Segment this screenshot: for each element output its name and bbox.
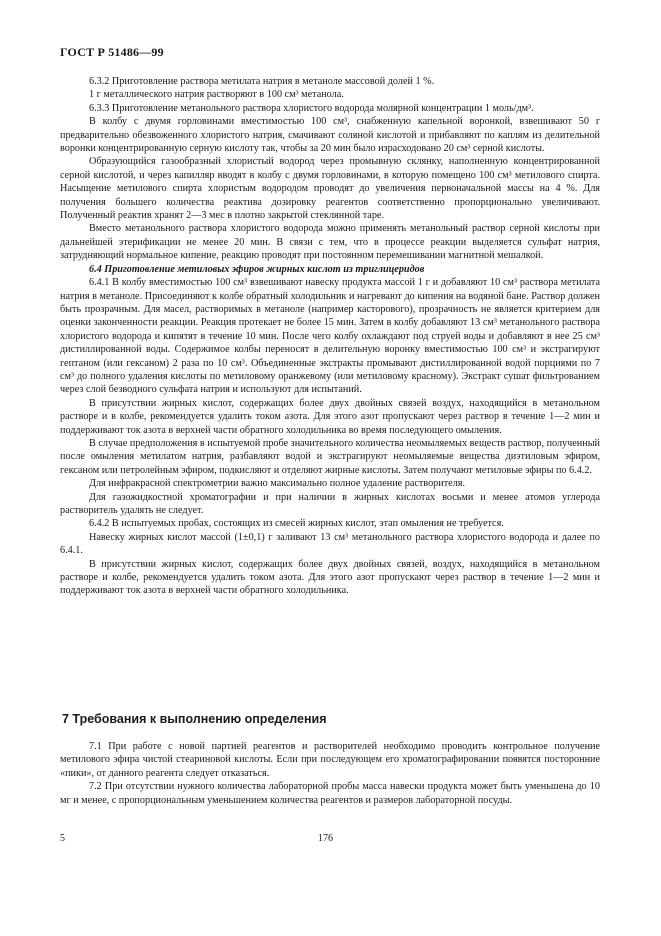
page-number-left: 5: [60, 833, 65, 844]
paragraph: 6.3.2 Приготовление раствора метилата натрия в метаноле массовой долей 1 %.: [89, 76, 435, 87]
paragraph: В случае предположения в испытуемой пробе значительного количества неомыляемых веществ раствор, полученный после омыления метилатом натрия, разбавляют водой и экстрагируют неомыляемые вещества диэтиловым эфиром, гексаном или петролейным эфиром, подкисляют и отделяют жирные кислоты. Затем получают метиловые эфиры по 6.4.2.: [60, 437, 600, 476]
paragraph: Вместо метанольного раствора хлористого водорода можно применять метанольный раствор серной кислоты при дальнейшей этерификации не менее 20 мин. В связи с тем, что в процессе реакции выделяется сульфат натрия, затрудняющий нормальное кипение, реакцию проводят при постоянном перемешивании магнитной мешалкой.: [60, 223, 600, 262]
paragraph: 6.4.1 В колбу вместимостью 100 см³ взвешивают навеску продукта массой 1 г и добавляют 10 см³ раствора метилата натрия в метаноле. Присоединяют к колбе обратный холодильник и нагревают до кипения на водяной бане. Раствор должен быть прозрачным. Для масел, растворимых в метаноле (например касторового), прозрачность не является критерием для оценки законченности реакции. Реакция протекает не более 15 мин. Затем в колбу добавляют 13 см³ метанольного раствора хлористого водорода и кипятят в течение 10 мин. После чего колбу охлаждают под струей воды и добавляют в нее 25 см³ дистиллированной воды. Содержимое колбы переносят в делительную воронку вместимостью 100 см³ и экстрагируют гептаном (или гексаном) 2 раза по 10 см³. Объединенные экстракты промывают дистиллированной водой порциями по 7 см³ до полного удаления кислоты по метиловому оранжевому (или метиловому красному). Экстракт сушат фильтрованием через слой безводного сульфата натрия и используют для испытаний.: [60, 277, 600, 396]
paragraph: 6.4.2 В испытуемых пробах, состоящих из смесей жирных кислот, этап омыления не требуется.: [89, 518, 504, 530]
paragraph: 7.2 При отсутствии нужного количества лабораторной пробы масса навески продукта может быть уменьшена до 10 мг и менее, с пропорциональным уменьшением количества реагентов и размеров лабораторной посуды.: [60, 781, 600, 806]
paragraph: Образующийся газообразный хлористый водород через промывную склянку, наполненную концентрированной серной кислотой, и через капилляр вводят в колбу с двумя горловинами, в которую помещено 100 см³ метилового спирта. Насыщение метилового спирта хлористым водородом проводят до увеличения первоначальной массы на 4 %. Для получения большего количества реактива дозировку реагентов соответственно пропорционально увеличивают. Полученный реактив хранят 2—3 мес в плотно закрытой стеклянной таре.: [60, 156, 600, 222]
paragraph: 1 г металлического натрия растворяют в 100 см³ метанола.: [89, 89, 344, 101]
paragraph: Навеску жирных кислот массой (1±0,1) г заливают 13 см³ метанольного раствора хлористого водорода и далее по 6.4.1.: [60, 531, 600, 557]
paragraph: В присутствии жирных кислот, содержащих более двух двойных связей, воздух, находящийся в метанольном растворе и колбе, рекомендуется удалить током азота. Для этого азот пропускают через раствор в течение 1—2 мин и поддерживают ток азота в верхней части обратного холодильника.: [60, 558, 600, 597]
page-number-center: 176: [318, 833, 333, 844]
paragraph: Для газожидкостной хроматографии и при наличии в жирных кислотах восьми и менее атомов углерода растворитель удалять не следует.: [60, 491, 600, 516]
paragraph: 7.1 При работе с новой партией реагентов и растворителей необходимо проводить контрольное получение метилового эфира чистой стеариновой кислоты. Если при последующем его хроматографировании появятся посторонние «пики», от данного реагента следует отказаться.: [60, 741, 600, 779]
paragraph: В присутствии жирных кислот, содержащих более двух двойных связей воздух, находящийся в метанольном растворе и в колбе, рекомендуется удалить током азота. Для этого азот пропускают через раствор в течение 1—2 мин и поддерживают ток азота в верхней части обратного холодильника во время последующего омыления.: [60, 397, 600, 436]
document-header: ГОСТ Р 51486—99: [60, 45, 164, 59]
paragraph: 6.3.3 Приготовление метанольного раствора хлористого водорода молярной концентрации 1 моль/дм³.: [89, 102, 534, 114]
section-7-body: [60, 740, 600, 807]
body-text: [60, 75, 600, 598]
paragraph: В колбу с двумя горловинами вместимостью 100 см³, снабженную капельной воронкой, взвешивают 50 г предварительно обезвоженного хлористого натрия, смачивают соляной кислотой и прибавляют по каплям из делительной воронки концентрированную серную кислоту так, чтобы за 20 мин было израсходовано 20 см³ серной кислоты.: [60, 116, 600, 155]
section-heading: 7 Требования к выполнению определения: [62, 712, 327, 726]
paragraph: Для инфракрасной спектрометрии важно максимально полное удаление растворителя.: [89, 478, 466, 490]
subsection-heading: 6.4 Приготовление метиловых эфиров жирных кислот из триглицеридов: [89, 263, 425, 275]
